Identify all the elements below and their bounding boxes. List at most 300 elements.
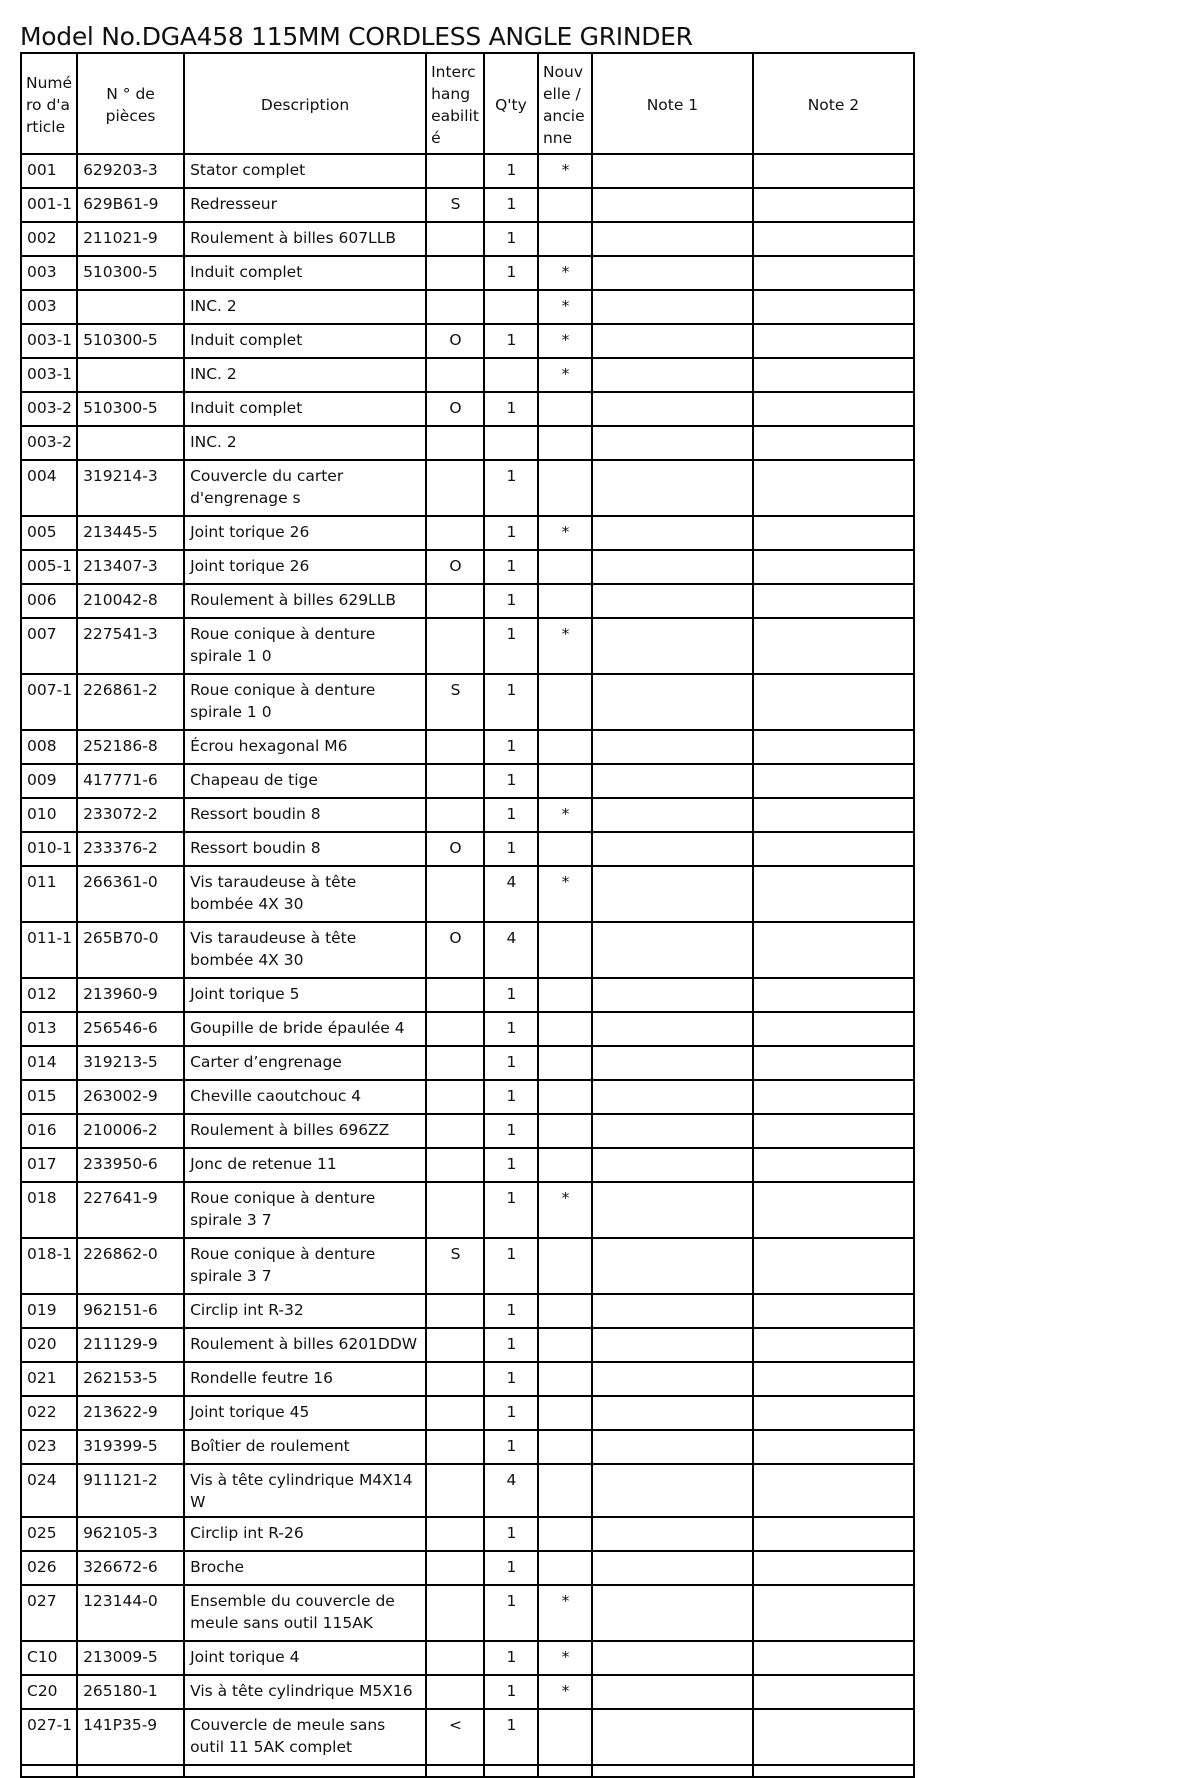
table-row — [21, 188, 914, 222]
cell-new-old — [538, 550, 592, 584]
header-line: Interc — [431, 63, 476, 81]
cell-part-no: 962151-6 — [77, 1294, 184, 1328]
cell-qty: 1 — [484, 730, 538, 764]
cell-part-no: 211129-9 — [77, 1328, 184, 1362]
cell-new-old: * — [538, 1585, 592, 1641]
cell-part-no: 629B61-9 — [77, 188, 184, 222]
cell-note-2 — [753, 978, 914, 1012]
table-row-continued — [21, 1765, 914, 1777]
cell-description: Roulement à billes 607LLB — [184, 222, 426, 256]
cell-new-old — [538, 1464, 592, 1517]
cell-note-2 — [753, 1641, 914, 1675]
cell-new-old: * — [538, 516, 592, 550]
table-row — [21, 866, 914, 922]
cell-note-2 — [753, 1430, 914, 1464]
cell-qty: 1 — [484, 1182, 538, 1238]
cell-interchangeability — [426, 1012, 484, 1046]
cell-note-1 — [592, 426, 753, 460]
cell-interchangeability — [426, 1675, 484, 1709]
cell-new-old — [538, 460, 592, 516]
cell-item-no: 011-1 — [21, 922, 77, 978]
cell-interchangeability — [426, 764, 484, 798]
table-row — [21, 290, 914, 324]
cell-interchangeability — [426, 866, 484, 922]
table-row — [21, 1396, 914, 1430]
cell-description: Vis à tête cylindrique M4X14 W — [184, 1464, 426, 1517]
cell-note-1 — [592, 1238, 753, 1294]
cell-interchangeability — [426, 358, 484, 392]
cell-interchangeability — [426, 978, 484, 1012]
cell-note-2 — [753, 188, 914, 222]
cell-qty: 1 — [484, 188, 538, 222]
cell-note-2 — [753, 358, 914, 392]
cell-description: Roulement à billes 629LLB — [184, 584, 426, 618]
cell-new-old — [538, 1080, 592, 1114]
table-row — [21, 516, 914, 550]
cell-description: Circlip int R-26 — [184, 1517, 426, 1551]
table-row — [21, 222, 914, 256]
cell-part-no: 210006-2 — [77, 1114, 184, 1148]
cell-new-old: * — [538, 358, 592, 392]
cell-note-1 — [592, 584, 753, 618]
table-row — [21, 1641, 914, 1675]
cell-note-1 — [592, 290, 753, 324]
cell-description: Joint torique 5 — [184, 978, 426, 1012]
cell-qty: 1 — [484, 1238, 538, 1294]
cell-part-no: 211021-9 — [77, 222, 184, 256]
cell-new-old — [538, 584, 592, 618]
table-row — [21, 256, 914, 290]
cell-qty: 1 — [484, 1328, 538, 1362]
cell-item-no: 003-1 — [21, 324, 77, 358]
cell-note-2 — [753, 1328, 914, 1362]
cell-new-old — [538, 922, 592, 978]
cell-interchangeability — [426, 1641, 484, 1675]
table-row — [21, 730, 914, 764]
col-header-description: Description — [184, 53, 426, 154]
cell-interchangeability — [426, 1551, 484, 1585]
cell-part-no: 319214-3 — [77, 460, 184, 516]
cell-interchangeability — [426, 584, 484, 618]
cell-description: Roulement à billes 696ZZ — [184, 1114, 426, 1148]
cell-part-no: 213622-9 — [77, 1396, 184, 1430]
cell-new-old: * — [538, 618, 592, 674]
cell-description: Rondelle feutre 16 — [184, 1362, 426, 1396]
table-body — [21, 154, 914, 1777]
cell-interchangeability — [426, 1362, 484, 1396]
cell-part-no: 510300-5 — [77, 392, 184, 426]
cell-note-2 — [753, 1182, 914, 1238]
cell-note-1 — [592, 154, 753, 188]
table-row — [21, 1148, 914, 1182]
table-row — [21, 460, 914, 516]
cell-new-old — [538, 1114, 592, 1148]
cell-qty: 1 — [484, 392, 538, 426]
cell-new-old: * — [538, 324, 592, 358]
cell-continued — [426, 1765, 484, 1777]
cell-new-old — [538, 730, 592, 764]
cell-interchangeability — [426, 798, 484, 832]
cell-description: Induit complet — [184, 324, 426, 358]
cell-part-no: 213009-5 — [77, 1641, 184, 1675]
cell-item-no: 001 — [21, 154, 77, 188]
cell-qty: 4 — [484, 1464, 538, 1517]
cell-note-1 — [592, 764, 753, 798]
cell-note-1 — [592, 674, 753, 730]
table-row — [21, 1517, 914, 1551]
table-row — [21, 550, 914, 584]
cell-item-no: 014 — [21, 1046, 77, 1080]
table-row — [21, 584, 914, 618]
cell-item-no: C20 — [21, 1675, 77, 1709]
table-row — [21, 1012, 914, 1046]
cell-note-2 — [753, 550, 914, 584]
cell-new-old — [538, 764, 592, 798]
cell-part-no: 510300-5 — [77, 256, 184, 290]
header-line: eabilit — [431, 107, 479, 125]
cell-qty: 1 — [484, 1046, 538, 1080]
cell-interchangeability — [426, 256, 484, 290]
table-row — [21, 426, 914, 460]
cell-item-no: 026 — [21, 1551, 77, 1585]
cell-new-old — [538, 1551, 592, 1585]
cell-note-2 — [753, 1294, 914, 1328]
cell-interchangeability — [426, 1430, 484, 1464]
cell-new-old: * — [538, 290, 592, 324]
cell-note-1 — [592, 516, 753, 550]
cell-part-no: 226862-0 — [77, 1238, 184, 1294]
cell-item-no: 013 — [21, 1012, 77, 1046]
cell-item-no: 018 — [21, 1182, 77, 1238]
cell-qty — [484, 358, 538, 392]
cell-part-no: 265B70-0 — [77, 922, 184, 978]
cell-note-1 — [592, 256, 753, 290]
col-header-note-2: Note 2 — [753, 53, 914, 154]
cell-note-2 — [753, 674, 914, 730]
table-row — [21, 1430, 914, 1464]
cell-qty: 1 — [484, 1675, 538, 1709]
cell-note-1 — [592, 866, 753, 922]
cell-note-2 — [753, 730, 914, 764]
cell-item-no: 003 — [21, 290, 77, 324]
cell-note-1 — [592, 618, 753, 674]
col-header-new-old — [538, 53, 592, 154]
cell-note-1 — [592, 324, 753, 358]
cell-item-no: 016 — [21, 1114, 77, 1148]
cell-note-2 — [753, 1114, 914, 1148]
cell-new-old — [538, 1012, 592, 1046]
cell-part-no: 326672-6 — [77, 1551, 184, 1585]
cell-note-1 — [592, 1585, 753, 1641]
table-row — [21, 358, 914, 392]
cell-description: INC. 2 — [184, 426, 426, 460]
cell-description: Redresseur — [184, 188, 426, 222]
table-row — [21, 392, 914, 426]
cell-description: Joint torique 26 — [184, 516, 426, 550]
cell-part-no: 252186-8 — [77, 730, 184, 764]
header-line: hang — [431, 85, 471, 103]
cell-note-1 — [592, 978, 753, 1012]
cell-part-no: 510300-5 — [77, 324, 184, 358]
cell-note-1 — [592, 1182, 753, 1238]
cell-description: Goupille de bride épaulée 4 — [184, 1012, 426, 1046]
cell-continued — [753, 1765, 914, 1777]
cell-new-old — [538, 222, 592, 256]
cell-item-no: 020 — [21, 1328, 77, 1362]
cell-qty: 1 — [484, 798, 538, 832]
cell-new-old — [538, 1328, 592, 1362]
cell-interchangeability: O — [426, 922, 484, 978]
header-line: rticle — [26, 118, 66, 136]
table-row — [21, 1080, 914, 1114]
cell-new-old — [538, 1430, 592, 1464]
cell-qty: 1 — [484, 256, 538, 290]
table-row — [21, 798, 914, 832]
cell-description: Vis taraudeuse à tête bombée 4X 30 — [184, 922, 426, 978]
cell-note-2 — [753, 866, 914, 922]
header-line: ro d'a — [26, 96, 71, 114]
table-row — [21, 1585, 914, 1641]
cell-item-no: 015 — [21, 1080, 77, 1114]
cell-continued — [484, 1765, 538, 1777]
cell-new-old — [538, 1517, 592, 1551]
header-line: Nouv — [542, 63, 584, 81]
cell-note-2 — [753, 516, 914, 550]
cell-note-1 — [592, 1675, 753, 1709]
cell-note-1 — [592, 1148, 753, 1182]
cell-new-old — [538, 1709, 592, 1765]
cell-note-1 — [592, 922, 753, 978]
cell-note-2 — [753, 1238, 914, 1294]
cell-interchangeability — [426, 1294, 484, 1328]
table-row — [21, 764, 914, 798]
cell-description: Couvercle de meule sans outil 11 5AK complet — [184, 1709, 426, 1765]
cell-part-no: 226861-2 — [77, 674, 184, 730]
cell-description: Roue conique à denture spirale 1 0 — [184, 618, 426, 674]
col-header-item-no — [21, 53, 77, 154]
cell-continued — [538, 1765, 592, 1777]
cell-description: Ressort boudin 8 — [184, 832, 426, 866]
cell-note-1 — [592, 358, 753, 392]
cell-note-1 — [592, 392, 753, 426]
cell-item-no: 005-1 — [21, 550, 77, 584]
cell-qty: 1 — [484, 324, 538, 358]
cell-part-no: 213407-3 — [77, 550, 184, 584]
table-row — [21, 1046, 914, 1080]
cell-item-no: 017 — [21, 1148, 77, 1182]
table-row — [21, 1238, 914, 1294]
table-row — [21, 1709, 914, 1765]
cell-interchangeability — [426, 1182, 484, 1238]
cell-note-2 — [753, 1148, 914, 1182]
cell-part-no: 263002-9 — [77, 1080, 184, 1114]
col-header-part-no: N ° de pièces — [77, 53, 184, 154]
cell-interchangeability: < — [426, 1709, 484, 1765]
cell-item-no: 021 — [21, 1362, 77, 1396]
cell-note-1 — [592, 550, 753, 584]
cell-item-no: 002 — [21, 222, 77, 256]
cell-item-no: 023 — [21, 1430, 77, 1464]
cell-qty: 1 — [484, 1148, 538, 1182]
cell-note-2 — [753, 922, 914, 978]
cell-note-1 — [592, 1517, 753, 1551]
cell-item-no: 007-1 — [21, 674, 77, 730]
cell-qty: 1 — [484, 1551, 538, 1585]
cell-new-old — [538, 1294, 592, 1328]
table-header-row — [21, 53, 914, 154]
cell-qty: 1 — [484, 1294, 538, 1328]
cell-note-1 — [592, 1641, 753, 1675]
cell-description: Boîtier de roulement — [184, 1430, 426, 1464]
cell-description: Roue conique à denture spirale 3 7 — [184, 1182, 426, 1238]
cell-interchangeability — [426, 290, 484, 324]
cell-description: Vis taraudeuse à tête bombée 4X 30 — [184, 866, 426, 922]
cell-part-no — [77, 426, 184, 460]
table-row — [21, 1464, 914, 1517]
cell-interchangeability — [426, 1148, 484, 1182]
cell-item-no: 005 — [21, 516, 77, 550]
header-line: é — [431, 129, 441, 147]
table-row — [21, 1114, 914, 1148]
cell-note-1 — [592, 798, 753, 832]
col-header-note-1: Note 1 — [592, 53, 753, 154]
cell-description: Cheville caoutchouc 4 — [184, 1080, 426, 1114]
cell-qty: 1 — [484, 1012, 538, 1046]
cell-interchangeability — [426, 1080, 484, 1114]
cell-description: Joint torique 4 — [184, 1641, 426, 1675]
cell-interchangeability — [426, 1585, 484, 1641]
cell-new-old — [538, 1148, 592, 1182]
cell-item-no: 027 — [21, 1585, 77, 1641]
cell-new-old — [538, 978, 592, 1012]
cell-new-old: * — [538, 798, 592, 832]
table-row — [21, 1294, 914, 1328]
table-row — [21, 1328, 914, 1362]
cell-description: Induit complet — [184, 392, 426, 426]
cell-item-no: 003-2 — [21, 426, 77, 460]
cell-description: Écrou hexagonal M6 — [184, 730, 426, 764]
cell-note-2 — [753, 1396, 914, 1430]
cell-part-no: 141P35-9 — [77, 1709, 184, 1765]
cell-part-no: 233950-6 — [77, 1148, 184, 1182]
cell-description: Couvercle du carter d'engrenage s — [184, 460, 426, 516]
cell-description: Roulement à billes 6201DDW — [184, 1328, 426, 1362]
cell-note-2 — [753, 392, 914, 426]
cell-part-no: 227541-3 — [77, 618, 184, 674]
cell-part-no: 213960-9 — [77, 978, 184, 1012]
cell-part-no: 227641-9 — [77, 1182, 184, 1238]
cell-description: Broche — [184, 1551, 426, 1585]
cell-note-2 — [753, 1709, 914, 1765]
cell-part-no: 417771-6 — [77, 764, 184, 798]
cell-item-no: 010 — [21, 798, 77, 832]
cell-new-old: * — [538, 1641, 592, 1675]
cell-note-2 — [753, 222, 914, 256]
table-row — [21, 674, 914, 730]
cell-item-no: 012 — [21, 978, 77, 1012]
cell-part-no: 319213-5 — [77, 1046, 184, 1080]
cell-interchangeability — [426, 1464, 484, 1517]
cell-note-1 — [592, 1080, 753, 1114]
cell-interchangeability — [426, 1328, 484, 1362]
table-row — [21, 978, 914, 1012]
cell-note-2 — [753, 154, 914, 188]
cell-description: Ressort boudin 8 — [184, 798, 426, 832]
cell-interchangeability: O — [426, 832, 484, 866]
table-row — [21, 922, 914, 978]
cell-item-no: 019 — [21, 1294, 77, 1328]
cell-item-no: 011 — [21, 866, 77, 922]
cell-note-1 — [592, 1046, 753, 1080]
cell-qty: 1 — [484, 1114, 538, 1148]
cell-qty: 1 — [484, 618, 538, 674]
cell-note-1 — [592, 1464, 753, 1517]
cell-interchangeability — [426, 154, 484, 188]
cell-note-2 — [753, 256, 914, 290]
cell-note-2 — [753, 426, 914, 460]
cell-continued — [21, 1765, 77, 1777]
cell-description: Roue conique à denture spirale 3 7 — [184, 1238, 426, 1294]
cell-note-1 — [592, 222, 753, 256]
col-header-interchangeability — [426, 53, 484, 154]
table-row — [21, 1551, 914, 1585]
cell-item-no: 003 — [21, 256, 77, 290]
cell-interchangeability: S — [426, 188, 484, 222]
cell-part-no: 233072-2 — [77, 798, 184, 832]
cell-part-no: 256546-6 — [77, 1012, 184, 1046]
cell-new-old — [538, 392, 592, 426]
cell-note-1 — [592, 1430, 753, 1464]
cell-note-2 — [753, 1046, 914, 1080]
cell-note-2 — [753, 290, 914, 324]
cell-new-old — [538, 426, 592, 460]
cell-qty: 1 — [484, 584, 538, 618]
cell-qty: 1 — [484, 674, 538, 730]
cell-qty: 1 — [484, 1517, 538, 1551]
cell-description: Carter d’engrenage — [184, 1046, 426, 1080]
cell-note-1 — [592, 1294, 753, 1328]
cell-qty: 4 — [484, 866, 538, 922]
cell-item-no: 010-1 — [21, 832, 77, 866]
cell-note-2 — [753, 1585, 914, 1641]
cell-description: Jonc de retenue 11 — [184, 1148, 426, 1182]
cell-interchangeability: S — [426, 1238, 484, 1294]
cell-description: Ensemble du couvercle de meule sans outil 115AK — [184, 1585, 426, 1641]
cell-interchangeability — [426, 426, 484, 460]
cell-description: Circlip int R-32 — [184, 1294, 426, 1328]
cell-description: INC. 2 — [184, 290, 426, 324]
cell-qty: 1 — [484, 1430, 538, 1464]
cell-note-2 — [753, 832, 914, 866]
cell-note-2 — [753, 1080, 914, 1114]
cell-interchangeability — [426, 1114, 484, 1148]
cell-qty: 1 — [484, 222, 538, 256]
cell-qty: 1 — [484, 1585, 538, 1641]
cell-part-no: 911121-2 — [77, 1464, 184, 1517]
header-line: ancie — [542, 107, 585, 125]
cell-continued — [77, 1765, 184, 1777]
table-row — [21, 618, 914, 674]
cell-new-old: * — [538, 1182, 592, 1238]
cell-continued — [184, 1765, 426, 1777]
cell-qty — [484, 426, 538, 460]
cell-note-2 — [753, 618, 914, 674]
cell-interchangeability: O — [426, 392, 484, 426]
cell-qty: 4 — [484, 922, 538, 978]
cell-description: Joint torique 26 — [184, 550, 426, 584]
cell-part-no: 262153-5 — [77, 1362, 184, 1396]
cell-item-no: 008 — [21, 730, 77, 764]
